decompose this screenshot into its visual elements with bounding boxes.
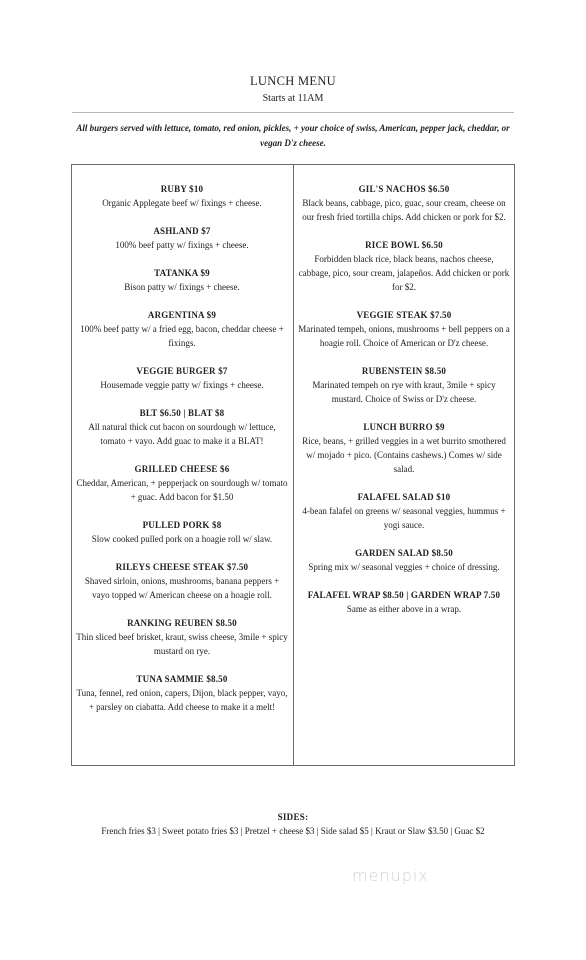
menu-item-name: GIL'S NACHOS $6.50 bbox=[358, 184, 450, 194]
menu-item-name: TATANKA $9 bbox=[154, 268, 210, 278]
menu-column-left bbox=[76, 182, 288, 728]
menu-item bbox=[76, 308, 288, 350]
menu-item bbox=[298, 364, 510, 406]
column-divider bbox=[293, 165, 294, 765]
menu-item-name: VEGGIE BURGER $7 bbox=[136, 366, 228, 376]
menu-item-name: LUNCH BURRO $9 bbox=[363, 422, 445, 432]
menu-column-right bbox=[298, 182, 510, 630]
menu-item-name: RUBENSTEIN $8.50 bbox=[361, 366, 447, 376]
menu-item bbox=[76, 672, 288, 714]
menu-item bbox=[76, 182, 288, 210]
menu-item-description: Thin sliced beef brisket, kraut, swiss cheese, 3mile + spicy mustard on rye. bbox=[76, 632, 288, 656]
menu-item-description: Same as either above in a wrap. bbox=[346, 604, 462, 614]
burger-note: All burgers served with lettuce, tomato, red onion, pickles, + your choice of swiss, American, pepper jack, cheddar, or vegan D'z cheese. bbox=[76, 123, 510, 148]
menu-item-description: 100% beef patty w/ a fried egg, bacon, cheddar cheese + fixings. bbox=[80, 324, 284, 348]
menu-item-description: Housemade veggie patty w/ fixings + cheese. bbox=[100, 380, 264, 390]
menu-item-name: ASHLAND $7 bbox=[153, 226, 211, 236]
menu-item-description: Shaved sirloin, onions, mushrooms, banana peppers + vayo topped w/ American cheese on a hoagie roll. bbox=[84, 576, 280, 600]
menu-item bbox=[298, 490, 510, 532]
menu-item bbox=[76, 518, 288, 546]
menu-item bbox=[298, 308, 510, 350]
menu-item-name: RILEYS CHEESE STEAK $7.50 bbox=[115, 562, 249, 572]
menu-item-name: RUBY $10 bbox=[160, 184, 204, 194]
menu-item-name: GARDEN SALAD $8.50 bbox=[355, 548, 453, 558]
menu-item-description: 4-bean falafel on greens w/ seasonal veggies, hummus + yogi sauce. bbox=[302, 506, 506, 530]
page-title: LUNCH MENU bbox=[250, 74, 336, 88]
menu-item-description: Marinated tempeh, onions, mushrooms + bell peppers on a hoagie roll. Choice of American or D'z cheese. bbox=[298, 324, 510, 348]
menu-box bbox=[71, 164, 515, 766]
menu-item-name: BLT $6.50 | BLAT $8 bbox=[139, 408, 225, 418]
menu-item bbox=[76, 462, 288, 504]
menu-item-name: RICE BOWL $6.50 bbox=[365, 240, 443, 250]
sides-list: French fries $3 | Sweet potato fries $3 | Pretzel + cheese $3 | Side salad $5 | Kraut or Slaw $3.50 | Guac $2 bbox=[101, 826, 485, 836]
menu-item bbox=[76, 364, 288, 392]
page-subtitle: Starts at 11AM bbox=[262, 93, 324, 104]
menu-item bbox=[76, 266, 288, 294]
menu-item-description: Slow cooked pulled pork on a hoagie roll w/ slaw. bbox=[91, 534, 273, 544]
menu-item-name: ARGENTINA $9 bbox=[147, 310, 217, 320]
menu-item-name: RANKING REUBEN $8.50 bbox=[127, 618, 237, 628]
menu-item-name: GRILLED CHEESE $6 bbox=[134, 464, 230, 474]
menu-item bbox=[76, 616, 288, 658]
menu-item bbox=[76, 406, 288, 448]
menu-item-description: Bison patty w/ fixings + cheese. bbox=[124, 282, 240, 292]
menu-item-description: Black beans, cabbage, pico, guac, sour cream, cheese on our fresh fried tortilla chips. Add chicken or pork for $2. bbox=[302, 198, 506, 222]
menu-item bbox=[298, 238, 510, 294]
menu-item-description: Organic Applegate beef w/ fixings + cheese. bbox=[102, 198, 262, 208]
menu-item bbox=[298, 182, 510, 224]
menu-item-description: All natural thick cut bacon on sourdough w/ lettuce, tomato + vayo. Add guac to make it a BLAT! bbox=[88, 422, 276, 446]
menu-item-description: Forbidden black rice, black beans, nachos cheese, cabbage, pico, sour cream, jalapeños. Add chicken or pork for $2. bbox=[298, 254, 510, 292]
menu-item bbox=[76, 560, 288, 602]
menu-item-description: 100% beef patty w/ fixings + cheese. bbox=[115, 240, 249, 250]
menu-item bbox=[298, 588, 510, 616]
sides-title: SIDES: bbox=[277, 812, 309, 822]
menu-item-name: VEGGIE STEAK $7.50 bbox=[356, 310, 452, 320]
menu-item-description: Spring mix w/ seasonal veggies + choice of dressing. bbox=[308, 562, 500, 572]
menu-item-name: TUNA SAMMIE $8.50 bbox=[136, 674, 228, 684]
menu-item bbox=[76, 224, 288, 252]
menu-item-description: Cheddar, American, + pepperjack on sourdough w/ tomato + guac. Add bacon for $1.50 bbox=[76, 478, 288, 502]
header-divider bbox=[72, 112, 514, 113]
menupix-watermark: menupix bbox=[352, 866, 429, 885]
menu-item-description: Rice, beans, + grilled veggies in a wet burrito smothered w/ mojado + pico. (Contains cashews.) Comes w/ side salad. bbox=[302, 436, 506, 474]
menu-item-name: PULLED PORK $8 bbox=[142, 520, 222, 530]
menu-item-description: Marinated tempeh on rye with kraut, 3mile + spicy mustard. Choice of Swiss or D'z cheese. bbox=[312, 380, 496, 404]
menu-item-name: FALAFEL WRAP $8.50 | GARDEN WRAP 7.50 bbox=[307, 590, 501, 600]
menu-item-description: Tuna, fennel, red onion, capers, Dijon, black pepper, vayo, + parsley on ciabatta. Add cheese to make it a melt! bbox=[76, 688, 288, 712]
menu-item bbox=[298, 420, 510, 476]
menu-item-name: FALAFEL SALAD $10 bbox=[357, 492, 451, 502]
menu-item bbox=[298, 546, 510, 574]
